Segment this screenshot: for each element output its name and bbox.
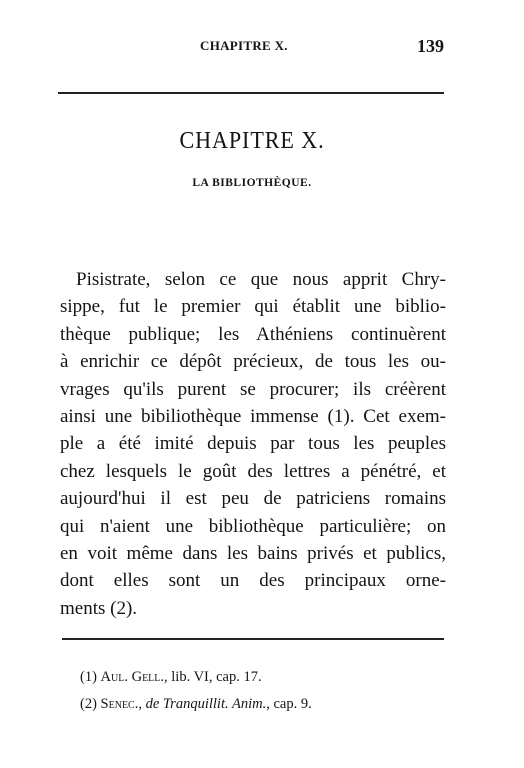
body-line: en voit même dans les bains privés et publics,: [60, 542, 446, 564]
body-line: qui n'aient une bibliothèque particulière; on: [60, 515, 446, 537]
footnote-reference: , lib. VI, cap. 17.: [164, 669, 262, 685]
body-line: à enrichir ce dépôt précieux, de tous les ou-: [60, 351, 446, 373]
body-line: sippe, fut le premier qui établit une biblio-: [60, 296, 446, 318]
body-line: ments (2).: [60, 597, 138, 619]
body-line: ple a été imité depuis par tous les peuples: [60, 433, 446, 455]
page-number: 139: [417, 36, 444, 56]
footnote-author: Aul. Gell.: [100, 669, 165, 685]
running-header: [60, 36, 444, 60]
footnotes: [80, 664, 440, 718]
footnote-marker: (1): [80, 669, 97, 685]
footnote: (2) Senec., de Tranquillit. Anim., cap. 9.: [80, 696, 312, 712]
running-header-title: CHAPITRE X.: [200, 38, 288, 53]
body-line: chez lesquels le goût des lettres a pénétré, et: [60, 460, 446, 482]
chapter-subtitle: LA BIBLIOTHÈQUE.: [192, 177, 312, 189]
body-line: dont elles sont un des principaux orne-: [60, 570, 446, 592]
footnote-author: Senec.: [100, 696, 139, 712]
footnote-rule: [62, 638, 444, 640]
footnote-work-title: de Tranquillit. Anim.: [145, 696, 267, 712]
body-line: ainsi une bibiliothèque immense (1). Cet exem-: [60, 405, 446, 427]
footnote-marker: (2): [80, 696, 97, 712]
body-line: aujourd'hui il est peu de patriciens romains: [60, 488, 446, 510]
header-rule: [58, 92, 444, 94]
body-paragraph: [60, 266, 446, 622]
chapter-title: CHAPITRE X.: [179, 128, 325, 154]
footnote: [80, 664, 440, 691]
footnote-reference: , cap. 9.: [266, 696, 312, 712]
body-line: Pisistrate, selon ce que nous apprit Chry-: [76, 269, 446, 290]
body-line: vrages qu'ils purent se procurer; ils créèrent: [60, 378, 446, 400]
body-line: thèque publique; les Athéniens continuèrent: [60, 323, 446, 345]
